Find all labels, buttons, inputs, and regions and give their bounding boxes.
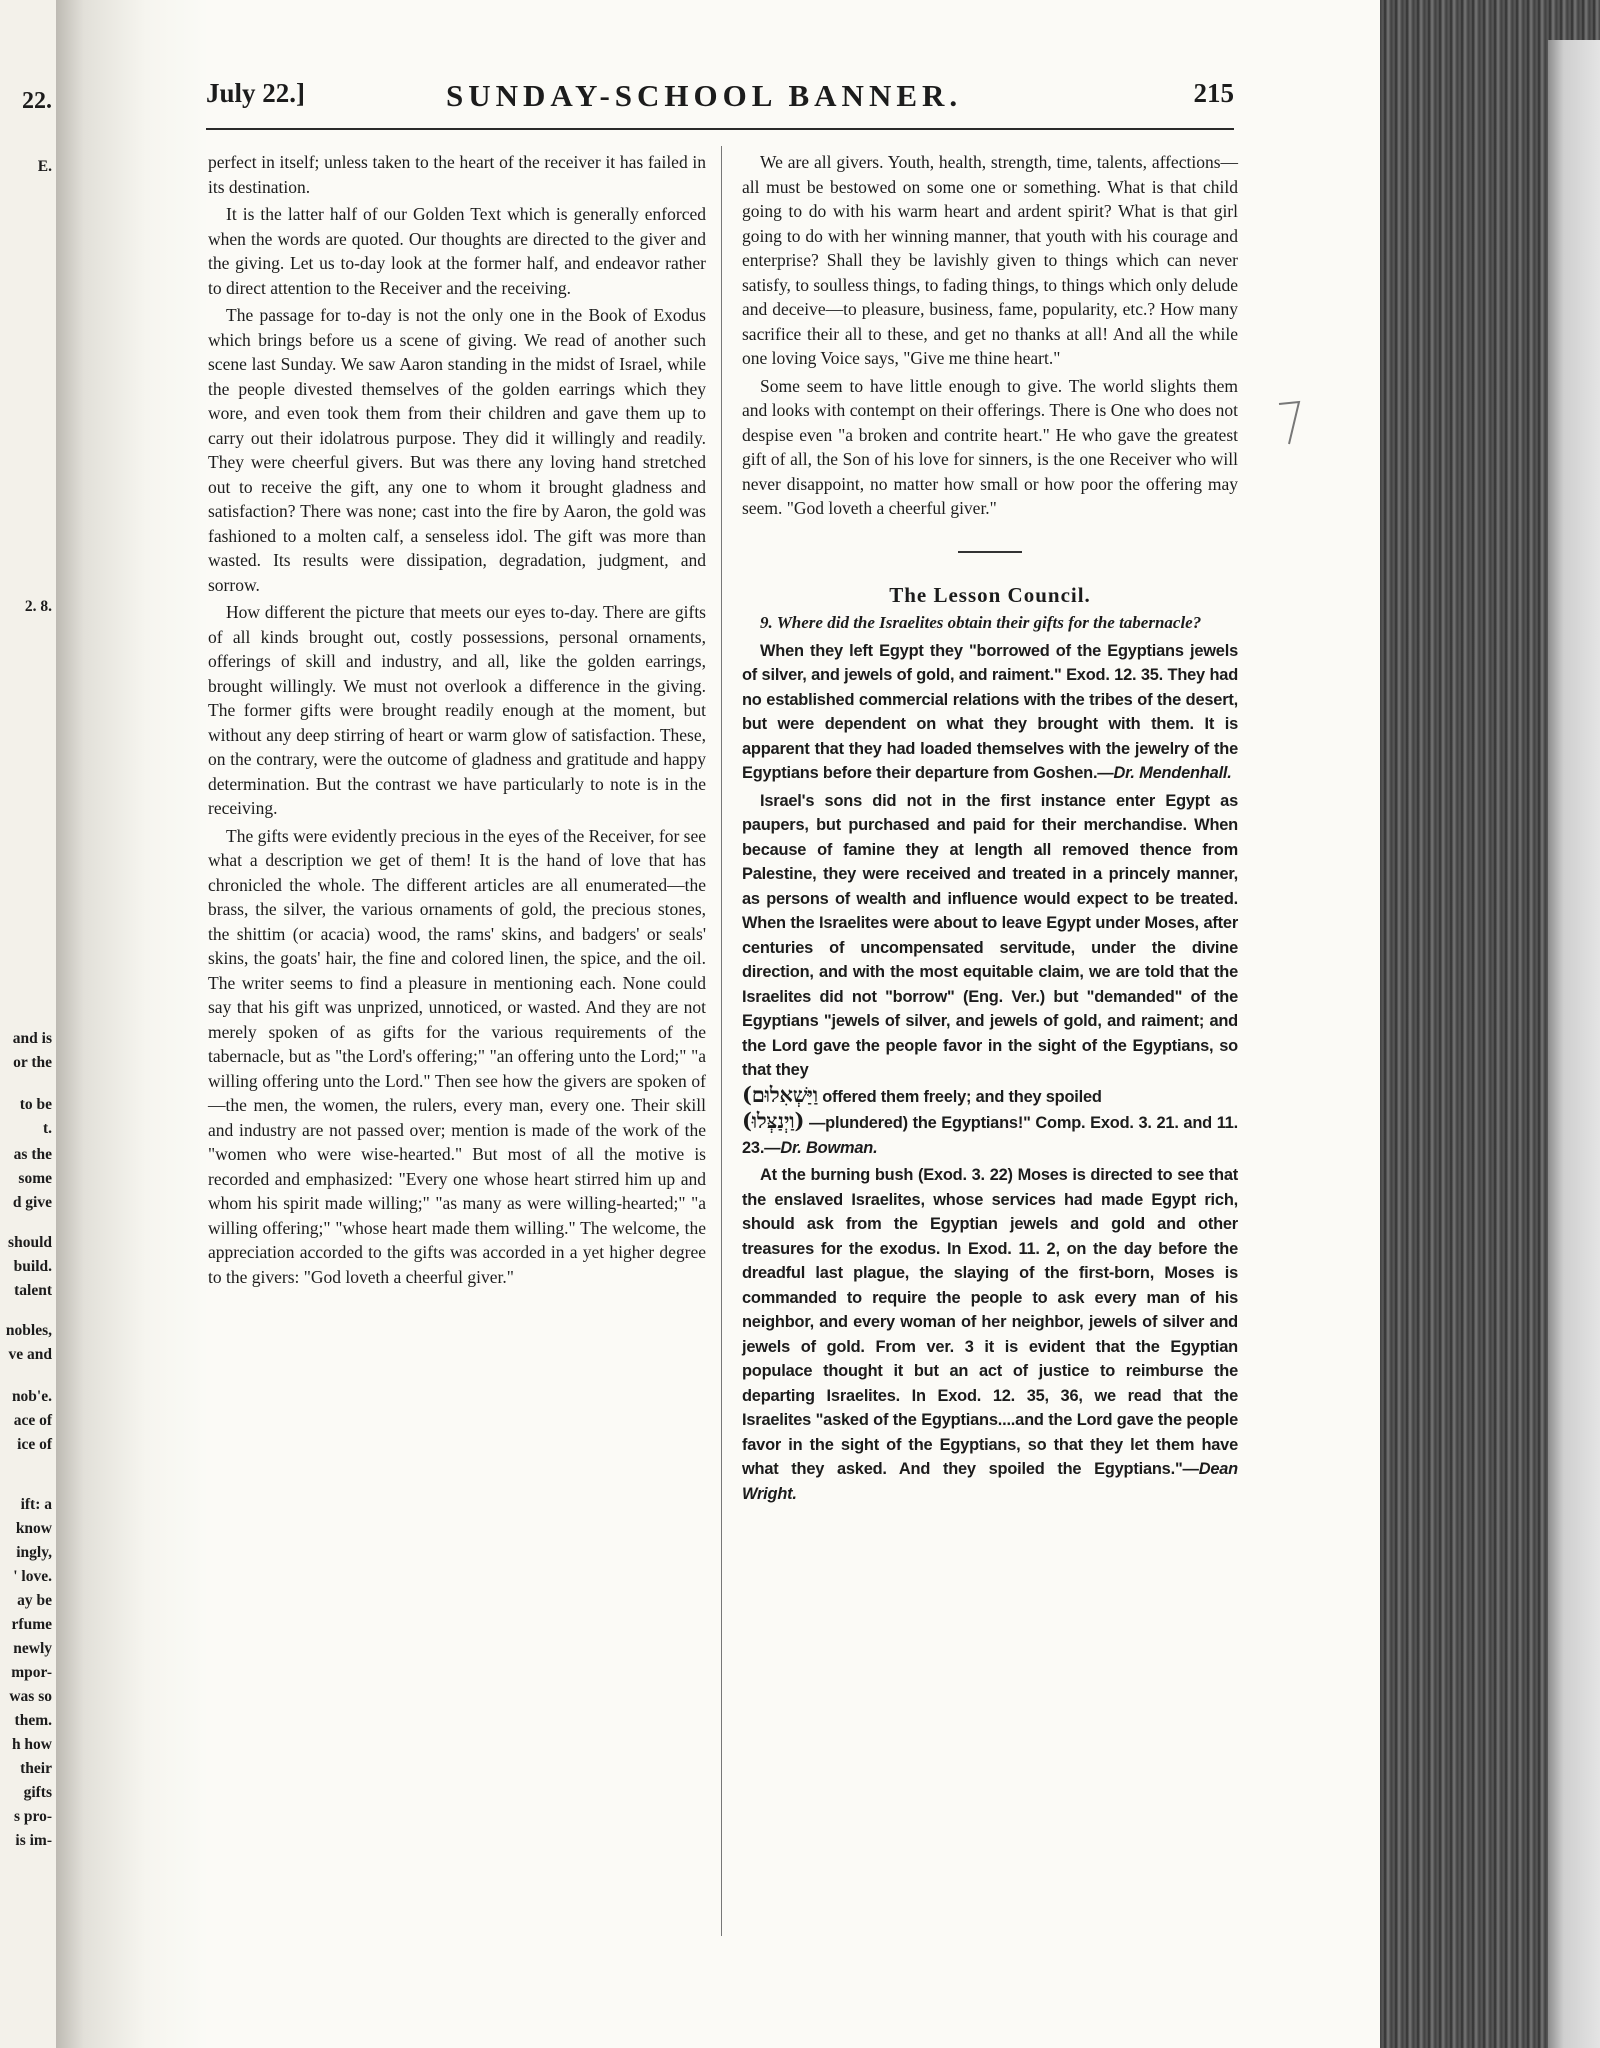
margin-fragment: 22. [22, 88, 52, 114]
margin-fragment: ace of [13, 1412, 52, 1429]
paragraph: How different the picture that meets our eyes to-day. There are gifts of all kinds brought out, costly possessions, personal ornaments, offerings of skill and industry, and all, like the golden earrings, brought willingly. We must not overlook a difference in the giving. The former gifts were brought readily enough at the moment, but without any deep stirring of heart or warm glow of satisfaction. These, on the contrary, were the outcome of gladness and gratitude and happy determination. But the contrast we have particularly to note is in the receiving. [208, 602, 706, 818]
margin-fragment: some [18, 1170, 52, 1187]
margin-fragment: d give [12, 1194, 52, 1211]
paragraph: The gifts were evidently precious in the eyes of the Receiver, for see what a description we get of them! It is the hand of love that has chronicled the whole. The different articles are all enumerated—the brass, the silver, the various ornaments of gold, the precious stones, the shittim (or acacia) wood, the rams' skins, and badgers' or seals' skins, the goats' hair, the fine and colored linen, the spice, and the oil. The writer seems to find a pleasure in mentioning each. None could say that his gift was unprized, unnoticed, or wasted. And they are not merely spoken of as gifts for the various requirements of the tabernacle, but as "the Lord's offering;" "an offering unto the Lord;" "a willing offering unto the Lord." Then see how the givers are spoken of—the men, the women, the rulers, every man, every one. Their skill and industry are not passed over; mention is made of the work of the "women who were wise-hearted." But most of all the motive is recorded and emphasized: "Every one whose heart stirred him up and whom his spirit made willing;" "as many as were willing-hearted;" "a willing offering;" "whose heart made them willing." The welcome, the appreciation accorded to the gifts was accorded in a yet higher degree to the givers: "God loveth a cheerful giver." [208, 825, 706, 1287]
margin-fragment: gifts [23, 1784, 52, 1801]
page-number: 215 [1193, 78, 1234, 108]
margin-fragment: ay be [17, 1592, 52, 1609]
margin-fragment: is im- [15, 1832, 52, 1849]
margin-fragment: 2. 8. [24, 598, 52, 615]
margin-fragment: was so [9, 1688, 52, 1705]
margin-fragment: ice of [17, 1436, 52, 1453]
council-answer [742, 1163, 1238, 1506]
running-header [206, 78, 1234, 118]
margin-fragment: s pro- [13, 1808, 52, 1825]
right-column [742, 150, 1238, 1506]
answer-text: When they left Egypt they "borrowed of the Egyptians jewels of silver, and jewels of gold, and raiment." Exod. 12. 35. They had no established commercial relations with the tribes of the desert, but were dependent on what they brought with them. It is apparent that they had loaded themselves with the jewelry of the Egyptians before their departure from Goshen.— [742, 641, 1238, 782]
margin-fragment: E. [37, 158, 52, 175]
margin-fragment: their [20, 1760, 52, 1777]
margin-fragment: rfume [11, 1616, 52, 1633]
header-title: SUNDAY-SCHOOL BANNER. [446, 78, 963, 113]
paragraph: It is the latter half of our Golden Text which is generally enforced when the words are quoted. Our thoughts are directed to the giver and the giving. Let us to-day look at the former half, and endeavor rather to direct attention to the Receiver and the receiving. [208, 204, 706, 298]
margin-fragment: ve and [8, 1346, 52, 1363]
margin-fragment: to be [19, 1096, 52, 1113]
answer-text: —plundered) the Egyptians!" Comp. Exod. 3. 21. and 11. 23.— [742, 1114, 1238, 1157]
pencil-mark [1275, 398, 1305, 448]
margin-fragment: know [15, 1520, 52, 1537]
margin-fragment: nobles, [5, 1322, 52, 1339]
council-question: 9. Where did the Israelites obtain their gifts for the tabernacle? [760, 613, 1202, 632]
margin-fragment: newly [13, 1640, 52, 1657]
header-rule [206, 128, 1234, 130]
column-rule [721, 146, 722, 1936]
section-separator [958, 551, 1022, 553]
answer-text: offered them freely; and they spoiled [817, 1087, 1102, 1106]
book-edge [1380, 0, 1600, 2048]
margin-fragment: ift: a [20, 1496, 52, 1513]
margin-fragment: t. [42, 1120, 52, 1137]
answer-author: Dr. Mendenhall. [1113, 764, 1232, 782]
paragraph: Some seem to have little enough to give. The world slights them and looks with contempt on their offerings. There is One who does not despise even "a broken and contrite heart." He who gave the greatest gift of all, the Son of his love for sinners, is the one Receiver who will never disappoint, no matter how small or how poor the offering may seem. "God loveth a cheerful giver." [742, 375, 1238, 518]
margin-fragment: them. [14, 1712, 52, 1729]
book-gutter [56, 0, 206, 2048]
answer-author: Dr. Bowman. [780, 1138, 878, 1157]
margin-fragment: or the [13, 1054, 52, 1071]
section-heading: The Lesson Council. [889, 582, 1091, 607]
answer-text: Israel's sons did not in the first instance enter Egypt as paupers, but purchased and paid for their merchandise. When because of famine they at length all removed thence from Palestine, they were received and treated in a princely manner, as persons of wealth and influence would expect to be treated. When the Israelites were about to leave Egypt under Moses, after centuries of uncompensated servitude, under the divine direction, and with the most equitable claim, we are told that the Israelites did not "borrow" (Eng. Ver.) but "demanded" of the Egyptians "jewels of silver, and jewels of gold, and raiment; and the Lord gave the people favor in the sight of the Egyptians, so that they [742, 791, 1238, 1079]
margin-fragment: as the [13, 1146, 52, 1163]
answer-author: Dean Wright. [742, 1460, 1238, 1503]
paragraph: perfect in itself; unless taken to the heart of the receiver it has failed in its destination. [208, 152, 706, 197]
paragraph: The passage for to-day is not the only one in the Book of Exodus which brings before us a scene of giving. We read of another such scene last Sunday. We saw Aaron standing in the midst of Israel, while the people divested themselves of the golden earrings which they wore, and even took them from their children and gave them up to carry out their idolatrous purpose. They did it willingly and readily. They were cheerful givers. But was there any loving hand stretched out to receive the gift, any one to whom it brought gladness and satisfaction? There was none; cast into the fire by Aaron, the gold was fashioned to a molten calf, a senseless idol. The gift was more than wasted. Its results were dissipation, degradation, judgment, and sorrow. [208, 305, 706, 595]
margin-fragment: build. [13, 1258, 52, 1275]
margin-fragment: h how [11, 1736, 52, 1753]
margin-fragment: ingly, [16, 1544, 52, 1561]
adjacent-page-fragment [0, 0, 56, 2048]
margin-fragment: and is [12, 1030, 52, 1047]
answer-text: At the burning bush (Exod. 3. 22) Moses is directed to see that the enslaved Israelites, whose services had made Egypt rich, should ask from the Egyptian jewels and gold and other treasures for the exodus. In Exod. 11. 2, on the day before the dreadful last plague, the slaying of the first-born, Moses is commanded to require the people to ask every man of his neighbor, and every woman of her neighbor, jewels of silver and jewels of gold. From ver. 3 it is evident that the Egyptian populace thought it but an act of justice to reimburse the departing Israelites. In Exod. 12. 35, 36, we read that the Israelites "asked of the Egyptians....and the Lord gave the people favor in the sight of the Egyptians, so that they let them have what they asked. And they spoiled the Egyptians."— [742, 1166, 1238, 1478]
margin-fragment: mpor- [11, 1664, 52, 1681]
left-column [208, 150, 706, 1289]
margin-fragment: should [8, 1234, 52, 1251]
header-date: July 22.] [206, 78, 306, 108]
margin-fragment: ' love. [13, 1568, 52, 1585]
council-answer [742, 639, 1238, 786]
hebrew-word: (וַיְנַצְּלוּ) [742, 1108, 805, 1133]
paragraph: We are all givers. Youth, health, strength, time, talents, affections—all must be bestowed on some one or something. What is that child going to do with his warm heart and ardent spirit? What is that girl going to do with her winning manner, that youth with his courage and enterprise? Shall they be lavishly given to things which can never satisfy, to soulless things, to fading things, to things which only delude and deceive—to pleasure, business, fame, popularity, etc.? How many sacrifice their all to these, and get no thanks at all! And all the while one loving Voice says, "Give me thine heart." [742, 152, 1238, 368]
council-answer [742, 789, 1238, 1161]
margin-fragment: nob'e. [11, 1388, 52, 1405]
hebrew-word: (וַיַּשְׁאִלוּם [742, 1081, 818, 1107]
margin-fragment: talent [14, 1282, 52, 1299]
